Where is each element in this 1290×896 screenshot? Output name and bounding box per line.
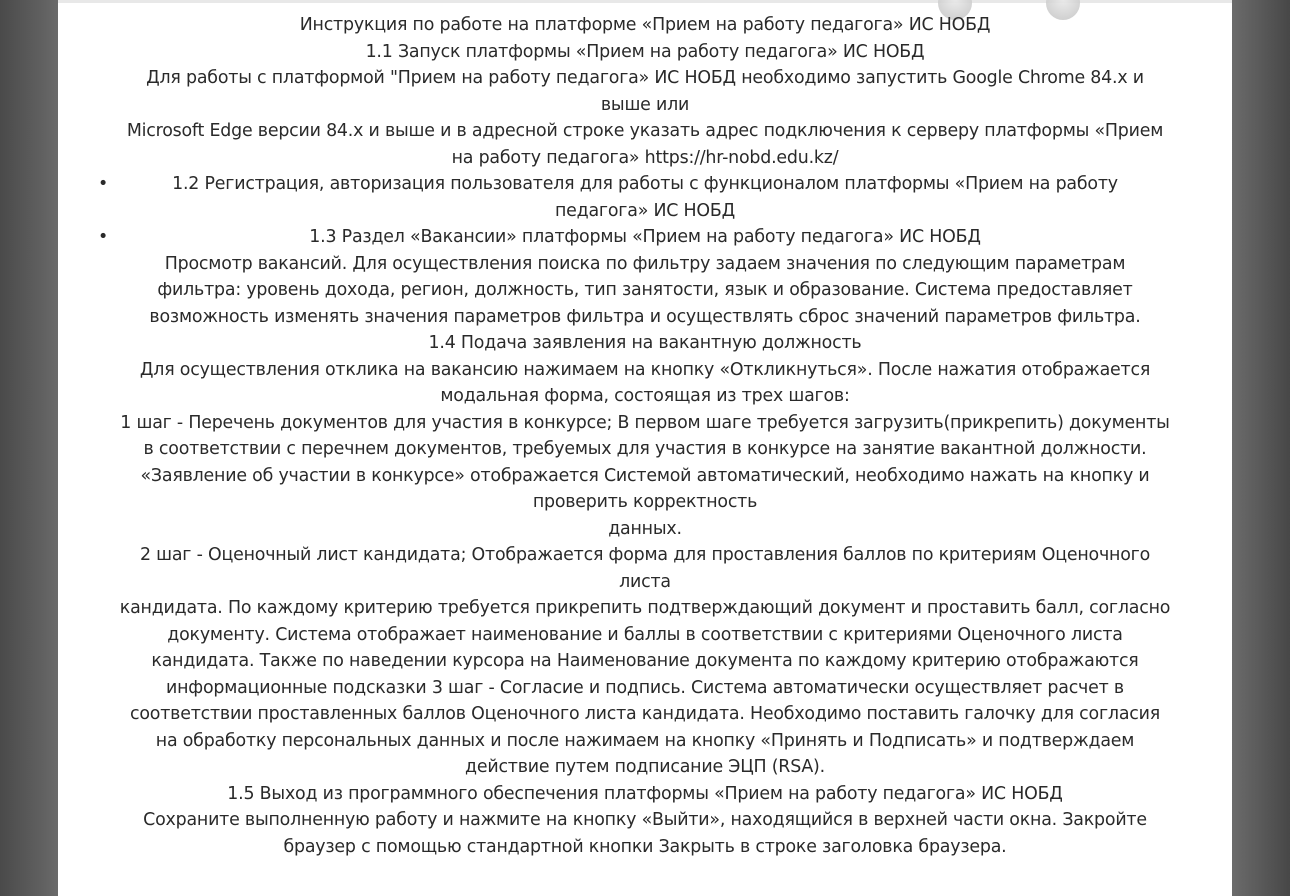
text-line: Microsoft Edge версии 84.x и выше и в адресной строке указать адрес подключения к серверу платформы «Прием [126,121,1164,141]
text-line: фильтра: уровень дохода, регион, должность, тип занятости, язык и образование. Система предоставляет [157,280,1133,300]
text-line: выше или [600,94,690,115]
text-line: Для осуществления отклика на вакансию нажимаем на кнопку «Откликнуться». После нажатия отображается [139,359,1151,380]
section-heading-1-4: 1.4 Подача заявления на вакантную должность [428,333,862,353]
section-heading-1-3: 1.3 Раздел «Вакансии» платформы «Прием на работу педагога» ИС НОБД [309,227,981,247]
text-line: кандидата. По каждому критерию требуется прикрепить подтверждающий документ и проставить балл, согласно [119,598,1171,618]
bullet-item [58,224,1232,251]
text-line: Для работы с платформой "Прием на работу педагога» ИС НОБД необходимо запустить Google Chrome 84.x и [146,68,1144,88]
document-page [58,0,1232,896]
bullet-icon: • [98,174,109,194]
text-line: в соответствии с перечнем документов, требуемых для участия в конкурсе на занятие вакантной должности. [143,439,1147,459]
text-line: 2 шаг - Оценочный лист кандидата; Отображается форма для проставления баллов по критериям Оценочного [139,545,1151,565]
text-line: документу. Система отображает наименование и баллы в соответствии с критериями Оценочного листа [167,624,1123,645]
text-line: браузер с помощью стандартной кнопки Закрыть в строке заголовка браузера. [283,836,1007,857]
text-line: Сохраните выполненную работу и нажмите на кнопку «Выйти», находящийся в верхней части окна. Закройте [143,810,1147,830]
text-line: «Заявление об участии в конкурсе» отображается Системой автоматический, необходимо нажать на кнопку и [140,465,1150,486]
text-line: на работу педагога» https://hr-nobd.edu.kz/ [451,147,839,168]
section-heading-1-2: 1.2 Регистрация, авторизация пользователя для работы с функционалом платформы «Прием на работу [172,174,1118,194]
text-line: возможность изменять значения параметров фильтра и осуществлять сброс значений параметров фильтра. [149,306,1141,327]
text-line: листа [619,571,671,592]
text-line: кандидата. Также по наведении курсора на Наименование документа по каждому критерию отображаются [151,651,1139,671]
text-line: 1 шаг - Перечень документов для участия в конкурсе; В первом шаге требуется загрузить(прикрепить) документы [120,412,1170,433]
text-line: соответствии проставленных баллов Оценочного листа кандидата. Необходимо поставить галочку для согласия [129,704,1161,724]
text-line: на обработку персональных данных и после нажимаем на кнопку «Принять и Подписать» и подтверждаем [155,730,1135,751]
text-line: данных. [608,518,682,539]
document-title: Инструкция по работе на платформе «Прием на работу педагога» ИС НОБД [299,15,991,35]
bullet-item [58,171,1232,198]
document-text [58,12,1232,860]
text-line: педагога» ИС НОБД [554,200,736,221]
text-line: проверить корректность [532,492,758,512]
section-heading-1-5: 1.5 Выход из программного обеспечения платформы «Прием на работу педагога» ИС НОБД [227,783,1063,804]
text-line: информационные подсказки 3 шаг - Согласие и подпись. Система автоматически осуществляет расчет в [166,677,1124,698]
text-line: Просмотр вакансий. Для осуществления поиска по фильтру задаем значения по следующим параметрам [164,253,1126,274]
section-heading-1-1: 1.1 Запуск платформы «Прием на работу педагога» ИС НОБД [365,41,925,62]
bullet-icon: • [98,227,109,247]
text-line: модальная форма, состоящая из трех шагов: [440,386,850,406]
text-line: действие путем подписание ЭЦП (RSA). [465,757,825,777]
